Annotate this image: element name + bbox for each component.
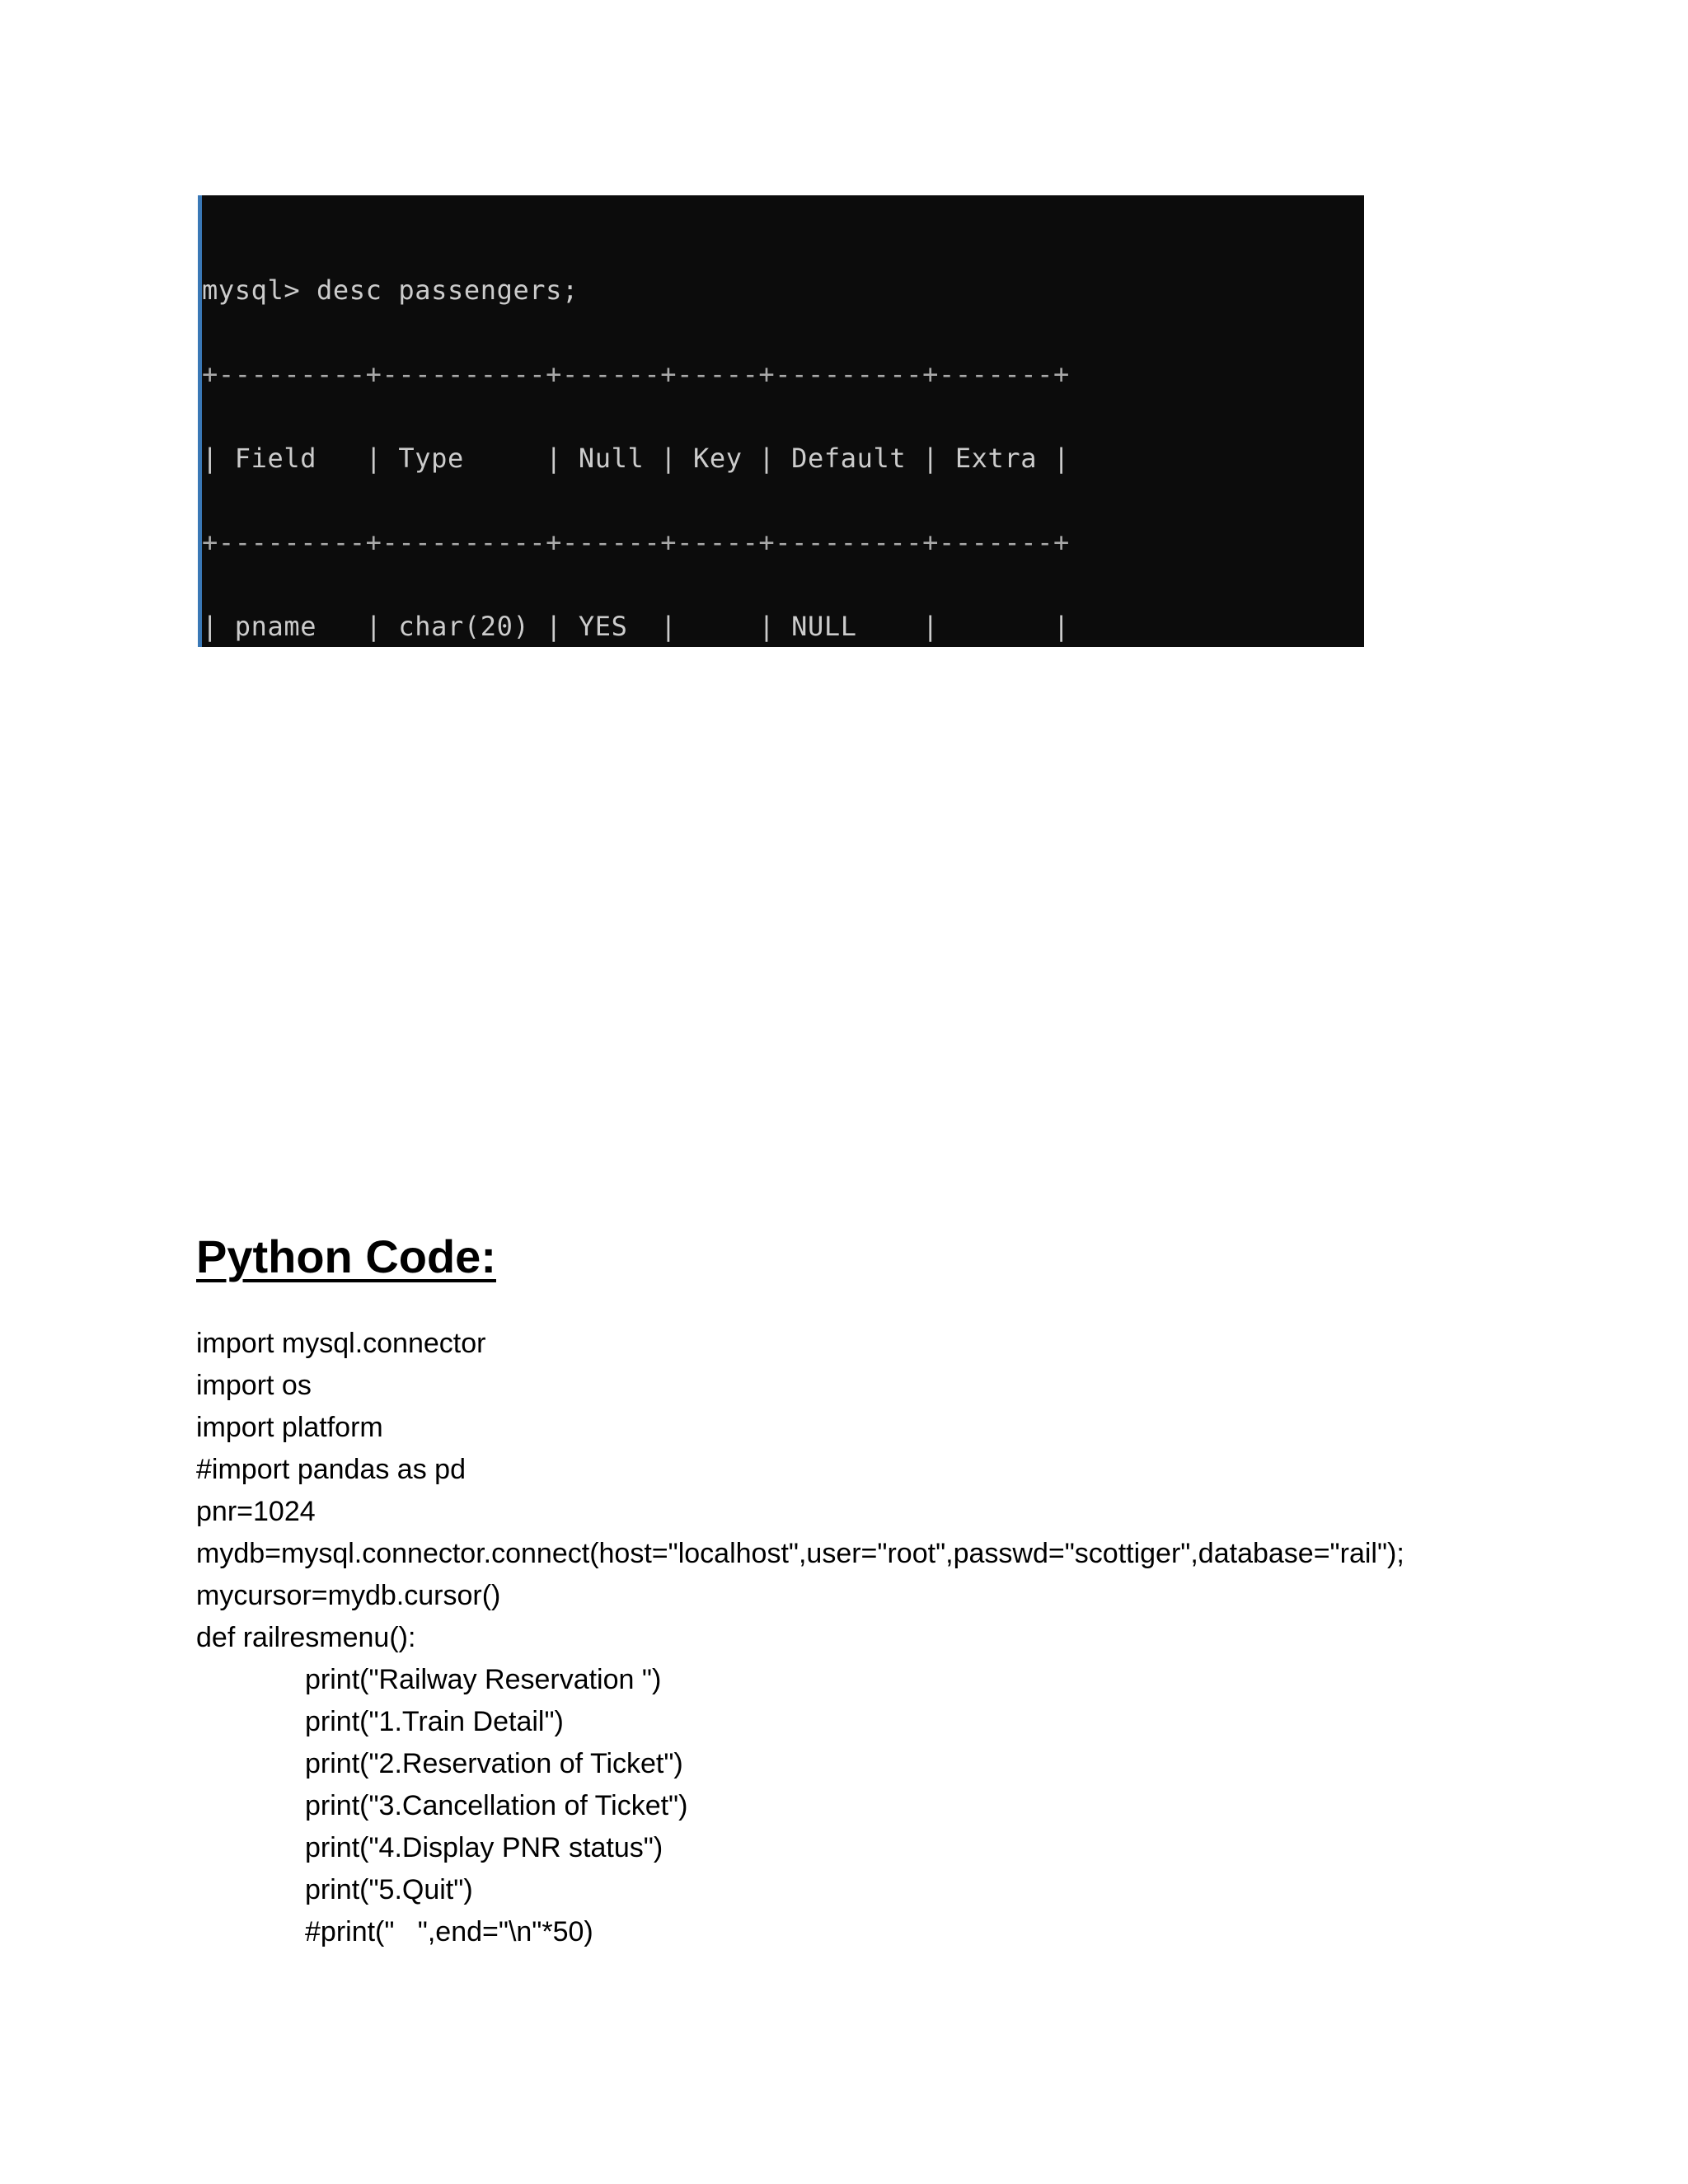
table-border-header: +---------+----------+------+-----+---------+-------+ xyxy=(202,527,1070,558)
code-line: print("1.Train Detail") xyxy=(305,1706,564,1737)
code-line: mycursor=mydb.cursor() xyxy=(196,1580,501,1611)
code-line: print("Railway Reservation ") xyxy=(305,1664,662,1695)
code-line: import os xyxy=(196,1370,312,1401)
code-line: #print(" ",end="\n"*50) xyxy=(305,1916,593,1947)
table-row: | pname | char(20) | YES | | NULL | | xyxy=(202,611,1070,642)
code-line: #import pandas as pd xyxy=(196,1454,466,1485)
table-header-row: | Field | Type | Null | Key | Default | Extra | xyxy=(202,443,1070,474)
code-line: print("4.Display PNR status") xyxy=(305,1832,663,1863)
python-code-block xyxy=(196,1323,1404,1953)
code-line: import mysql.connector xyxy=(196,1328,486,1359)
section-heading: Python Code: xyxy=(196,1230,496,1282)
code-line: mydb=mysql.connector.connect(host="localhost",user="root",passwd="scottiger",database="rail"); xyxy=(196,1538,1404,1569)
code-line: print("2.Reservation of Ticket") xyxy=(305,1748,683,1779)
mysql-terminal-screenshot xyxy=(198,195,1364,647)
code-line: print("5.Quit") xyxy=(305,1874,473,1905)
code-line: import platform xyxy=(196,1412,383,1443)
code-line: print("3.Cancellation of Ticket") xyxy=(305,1790,688,1821)
code-line: def railresmenu(): xyxy=(196,1622,416,1653)
terminal-command-line: mysql> desc passengers; xyxy=(202,274,579,306)
code-line: pnr=1024 xyxy=(196,1496,316,1527)
table-border-top: +---------+----------+------+-----+---------+-------+ xyxy=(202,359,1070,390)
terminal-output xyxy=(202,220,1070,647)
